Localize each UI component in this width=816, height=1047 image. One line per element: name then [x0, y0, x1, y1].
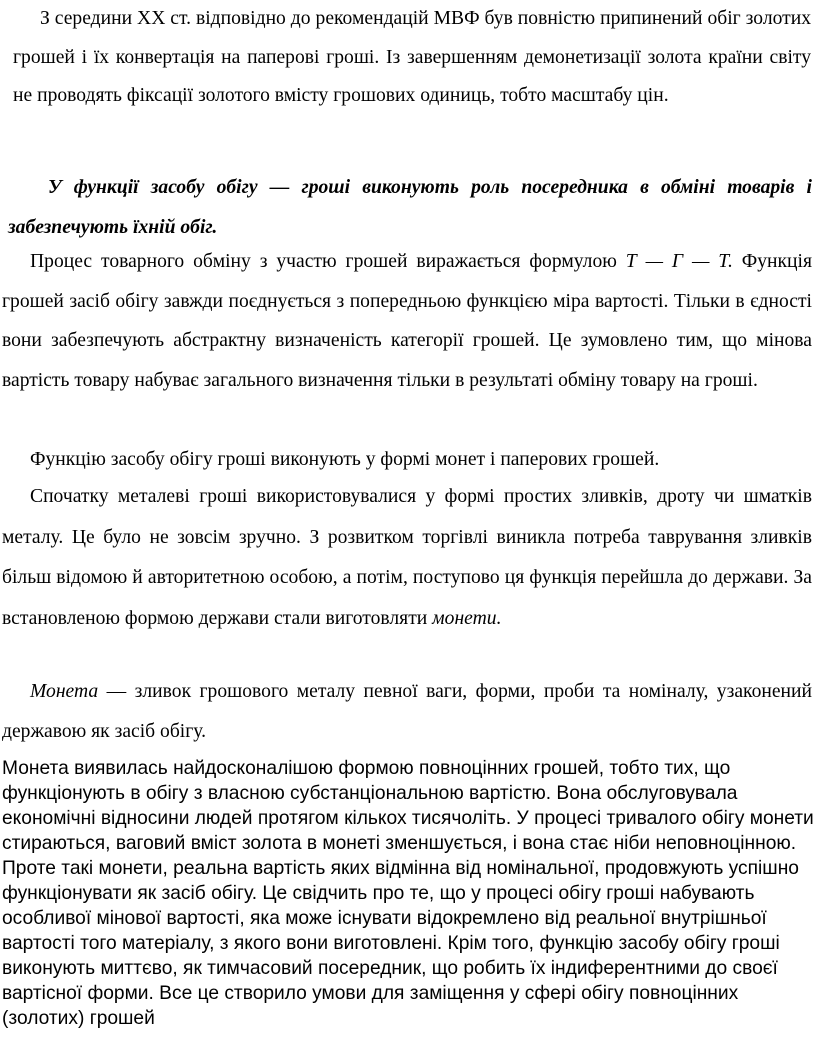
paragraph-metal-money-text: Спочатку металеві гроші використовувалися у формі простих зливків, дроту чи шматків металу. Це було не зовсім зручно. З розвитком торгівлі виникла потреба таврування зливків більш відомою й авторитетною особою, а потім, поступово ця функція перейшла до держави. За встановленою формою держави стали виготовляти: [2, 486, 812, 629]
paragraph-metal-money-history: [2, 477, 812, 639]
formula-t-g-t: Т — Г — Т.: [625, 251, 733, 272]
term-coins: монети.: [432, 607, 502, 629]
paragraph-commodity-exchange-rest: Функція грошей засіб обігу завжди поєднується з попередньою функцією міра вартості. Тільки в єдності вони забезпечують абстрактну визначеність категорії грошей. Це зумовлено тим, що мінова вартість товару набуває загального визначення тільки в результаті обміну товару на гроші.: [2, 251, 812, 391]
definition-coin-text: — зливок грошового металу певної ваги, форми, проби та номіналу, узаконений державою як засіб обігу.: [2, 681, 812, 742]
definition-medium-of-circulation: У функції засобу обігу — гроші виконують роль посередника в обміні товарів і забезпечують їхній обіг.: [8, 177, 812, 238]
paragraph-gold-demonetization: З середини XX ст. відповідно до рекомендацій МВФ був повністю припинений обіг золотих грошей і їх конвертація на паперові гроші. Із завершенням демонетизації золота країни світу не проводять фіксації золотого вмісту грошових одиниць, тобто масштабу цін.: [13, 8, 811, 106]
paragraph-commodity-exchange-text: Процес товарного обміну з участю грошей виражається формулою: [30, 251, 626, 272]
paragraph-coins-and-paper: Функцію засобу обігу гроші виконують у формі монет і паперових грошей.: [30, 449, 660, 470]
paragraph-commodity-exchange: [2, 242, 812, 400]
definition-coin: [2, 672, 812, 752]
term-coin: Монета: [30, 681, 99, 702]
paragraph-coin-perfection: Монета виявилась найдосконалішою формою повноцінних грошей, тобто тих, що функціонують в обігу з власною субстанціональною вартістю. Вона обслуговувала економічні відносини людей протягом кількох тисячоліть. У процесі тривалого обігу монети стираються, ваговий вміст золота в монеті зменшується, і вона стає ніби неповноцінною. Проте такі монети, реальна вартість яких відмінна від номінальної, продовжують успішно функціонувати як засіб обігу. Це свідчить про те, що у процесі обігу гроші набувають особливої мінової вартості, яка може існувати відокремлено від реальної внутрішньої вартості того матеріалу, з якого вони виготовлені. Крім того, функцію засобу обігу гроші виконують миттєво, як тимчасовий посередник, що робить їх індиферентними до своєї вартісної форми. Все це створило умови для заміщення у сфері обігу повноцінних (золотих) грошей: [2, 758, 814, 1029]
